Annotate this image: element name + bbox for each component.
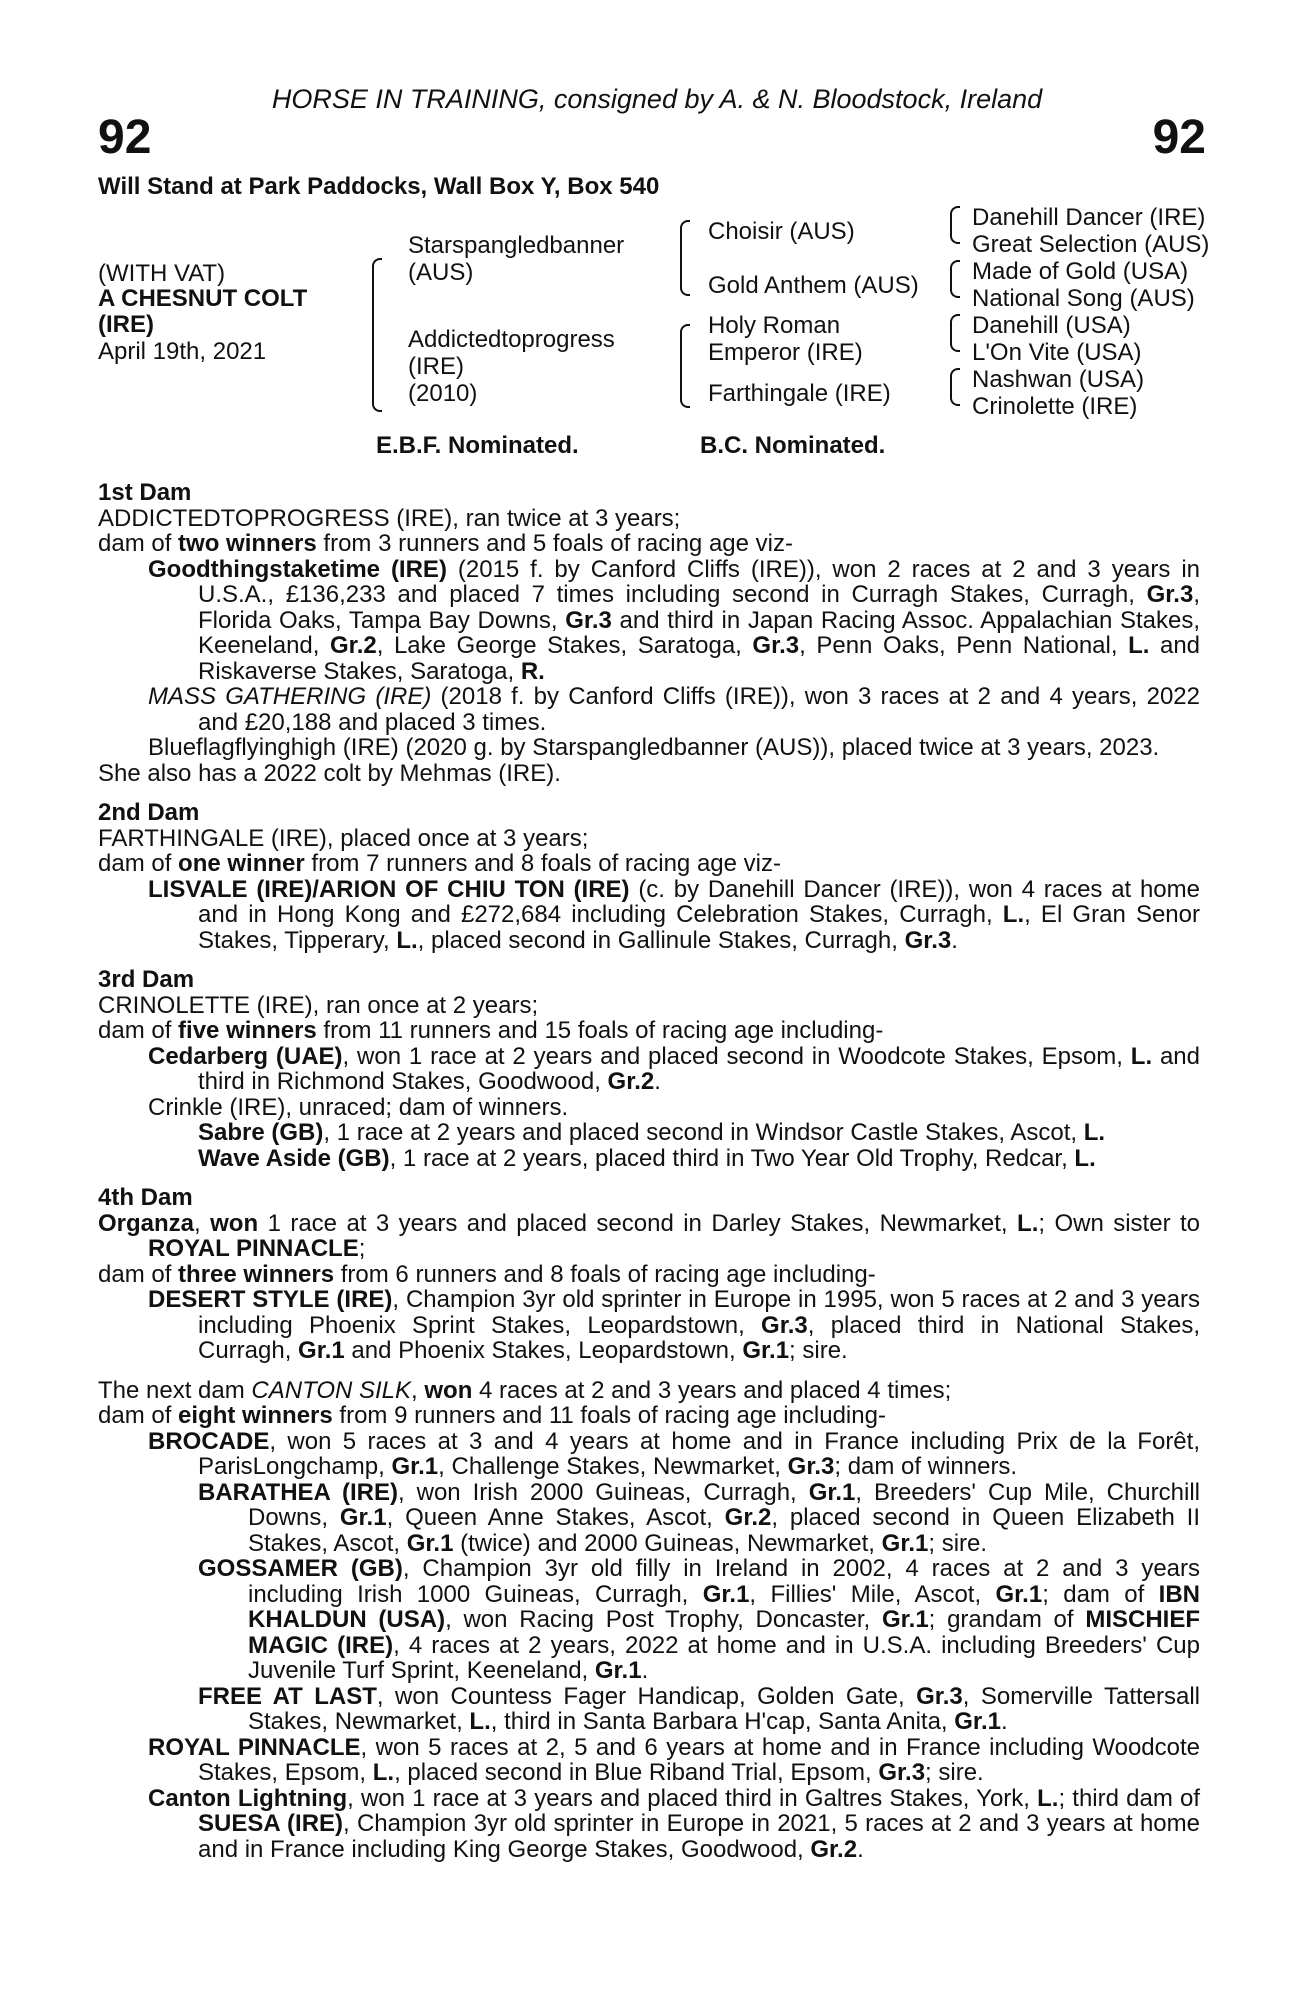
second-dam-heading: 2nd Dam [98, 799, 200, 826]
produce-wave-aside: Wave Aside (GB), 1 race at 2 years, placed third in Two Year Old Trophy, Redcar, L. [198, 1144, 1096, 1172]
lot-number-left: 92 [98, 111, 152, 164]
pedigree-sire-sire: Choisir (AUS) [708, 218, 855, 245]
pedigree-brace-dd [950, 368, 960, 406]
ebf-nomination: E.B.F. Nominated. [376, 432, 579, 459]
produce-mass-gathering: MASS GATHERING (IRE) (2018 f. by Canford Cliffs (IRE)), won 3 races at 2 and 4 years, 2022 and £20,188 and placed 3 times. [148, 683, 1200, 736]
pedigree-sire-dam: Gold Anthem (AUS) [708, 272, 919, 299]
next-dam-line: The next dam CANTON SILK, won 4 races at 2 and 3 years and placed 4 times; [98, 1376, 952, 1404]
pedigree-dam-sire: Holy Roman Emperor (IRE) [708, 312, 863, 366]
pedigree-brace-sd [950, 260, 960, 298]
first-dam-produce-line: dam of two winners from 3 runners and 5 foals of racing age viz- [98, 530, 793, 557]
produce-crinkle: Crinkle (IRE), unraced; dam of winners. [148, 1093, 569, 1121]
first-dam-heading: 1st Dam [98, 479, 192, 506]
pedigree-gen3-ss: Danehill Dancer (IRE) Great Selection (AUS) [972, 204, 1210, 258]
produce-desert-style: DESERT STYLE (IRE), Champion 3yr old sprinter in Europe in 1995, won 5 races at 2 and 3 years including Phoenix Sprint Stakes, Leopardstown, Gr.3, placed third in National Stakes, Curragh, Gr.1 and Phoenix Stakes, Leopardstown, Gr.1; sire. [148, 1286, 1200, 1364]
lot-number-right: 92 [1152, 111, 1206, 164]
third-dam-heading: 3rd Dam [98, 966, 195, 993]
vat-note: (WITH VAT) [98, 260, 226, 287]
catalogue-body [98, 480, 1200, 1862]
pedigree-brace-sire [680, 220, 690, 296]
fourth-dam-heading: 4th Dam [98, 1184, 193, 1211]
pedigree-brace-ss [950, 206, 960, 244]
third-dam-line: CRINOLETTE (IRE), ran once at 2 years; [98, 991, 539, 1019]
pedigree-brace-ds [950, 314, 960, 352]
second-dam-line: FARTHINGALE (IRE), placed once at 3 years; [98, 824, 589, 852]
produce-sabre: Sabre (GB), 1 race at 2 years and placed second in Windsor Castle Stakes, Ascot, L. [198, 1119, 1106, 1146]
pedigree-sire: Starspangledbanner (AUS) [408, 232, 625, 286]
produce-goodthingstaketime: Goodthingstaketime (IRE) (2015 f. by Canford Cliffs (IRE)), won 2 races at 2 and 3 years in U.S.A., £136,233 and placed 7 times including second in Curragh Stakes, Curragh, Gr.3, Florida Oaks, Tampa Bay Downs, Gr.3 and third in Japan Racing Assoc. Appalachian Stakes, Keeneland, Gr.2, Lake George Stakes, Saratoga, Gr.3, Penn Oaks, Penn National, L. and Riskaverse Stakes, Saratoga, R. [148, 555, 1201, 685]
pedigree-gen3-ds: Danehill (USA) L'On Vite (USA) [972, 312, 1142, 366]
produce-2022-colt: She also has a 2022 colt by Mehmas (IRE). [98, 759, 561, 787]
bc-nomination: B.C. Nominated. [700, 432, 886, 459]
first-dam-line: ADDICTEDTOPROGRESS (IRE), ran twice at 3 years; [98, 504, 681, 532]
horse-name: A CHESNUT COLT [98, 285, 308, 312]
pedigree-brace-main [372, 258, 382, 412]
horse-name-country: (IRE) [98, 311, 154, 338]
produce-barathea: BARATHEA (IRE), won Irish 2000 Guineas, Curragh, Gr.1, Breeders' Cup Mile, Churchill Downs, Gr.1, Queen Anne Stakes, Ascot, Gr.2, placed second in Queen Elizabeth II Stakes, Ascot, Gr.1 (twice) and 2000 Guineas, Newmarket, Gr.1; sire. [198, 1478, 1201, 1557]
pedigree-gen3-dd: Nashwan (USA) Crinolette (IRE) [972, 366, 1145, 420]
next-dam-produce-line: dam of eight winners from 9 runners and 11 foals of racing age including- [98, 1402, 886, 1429]
produce-canton-lightning: Canton Lightning, won 1 race at 3 years and placed third in Galtres Stakes, York, L.; third dam of SUESA (IRE), Champion 3yr old sprinter in Europe in 2021, 5 races at 2 and 3 years at home and in France including King George Stakes, Goodwood, Gr.2. [148, 1784, 1201, 1863]
produce-free-at-last: FREE AT LAST, won Countess Fager Handicap, Golden Gate, Gr.3, Somerville Tattersall Stakes, Newmarket, L., third in Santa Barbara H'cap, Santa Anita, Gr.1. [198, 1682, 1201, 1735]
third-dam-produce-line: dam of five winners from 11 runners and 15 foals of racing age including- [98, 1017, 884, 1044]
fourth-dam-line: Organza, won 1 race at 3 years and placed second in Darley Stakes, Newmarket, L.; Own sister to ROYAL PINNACLE; [98, 1209, 1201, 1262]
second-dam-produce-line: dam of one winner from 7 runners and 8 foals of racing age viz- [98, 850, 781, 877]
stand-location: Will Stand at Park Paddocks, Wall Box Y, Box 540 [98, 173, 660, 200]
horse-dob: April 19th, 2021 [98, 338, 267, 365]
produce-cedarberg: Cedarberg (UAE), won 1 race at 2 years and placed second in Woodcote Stakes, Epsom, L. and third in Richmond Stakes, Goodwood, Gr.2. [148, 1042, 1200, 1095]
page-header-title: HORSE IN TRAINING, consigned by A. & N. Bloodstock, Ireland [271, 84, 1043, 114]
pedigree-dam-dam: Farthingale (IRE) [708, 380, 891, 407]
produce-brocade: BROCADE, won 5 races at 3 and 4 years at home and in France including Prix de la Forêt, ParisLongchamp, Gr.1, Challenge Stakes, Newmarket, Gr.3; dam of winners. [148, 1427, 1200, 1480]
pedigree-gen3-sd: Made of Gold (USA) National Song (AUS) [972, 258, 1195, 312]
fourth-dam-produce-line: dam of three winners from 6 runners and 8 foals of racing age including- [98, 1260, 876, 1288]
produce-blueflagflyinghigh: Blueflagflyinghigh (IRE) (2020 g. by Starspangledbanner (AUS)), placed twice at 3 years, 2023. [148, 734, 1160, 761]
produce-gossamer: GOSSAMER (GB), Champion 3yr old filly in Ireland in 2002, 4 races at 2 and 3 years including Irish 1000 Guineas, Curragh, Gr.1, Fillies' Mile, Ascot, Gr.1; dam of IBN KHALDUN (USA), won Racing Post Trophy, Doncaster, Gr.1; grandam of MISCHIEF MAGIC (IRE), 4 races at 2 years, 2022 at home and in U.S.A. including Breeders' Cup Juvenile Turf Sprint, Keeneland, Gr.1. [198, 1555, 1201, 1684]
produce-lisvale: LISVALE (IRE)/ARION OF CHIU TON (IRE) (c. by Danehill Dancer (IRE)), won 4 races at home and in Hong Kong and £272,684 including Celebration Stakes, Curragh, L., El Gran Senor Stakes, Tipperary, L., placed second in Gallinule Stakes, Curragh, Gr.3. [148, 875, 1200, 954]
pedigree-brace-dam [680, 324, 690, 408]
produce-royal-pinnacle: ROYAL PINNACLE, won 5 races at 2, 5 and 6 years at home and in France including Woodcote Stakes, Epsom, L., placed second in Blue Riband Trial, Epsom, Gr.3; sire. [148, 1733, 1201, 1786]
pedigree-dam: Addictedtoprogress (IRE) (2010) [408, 326, 615, 407]
